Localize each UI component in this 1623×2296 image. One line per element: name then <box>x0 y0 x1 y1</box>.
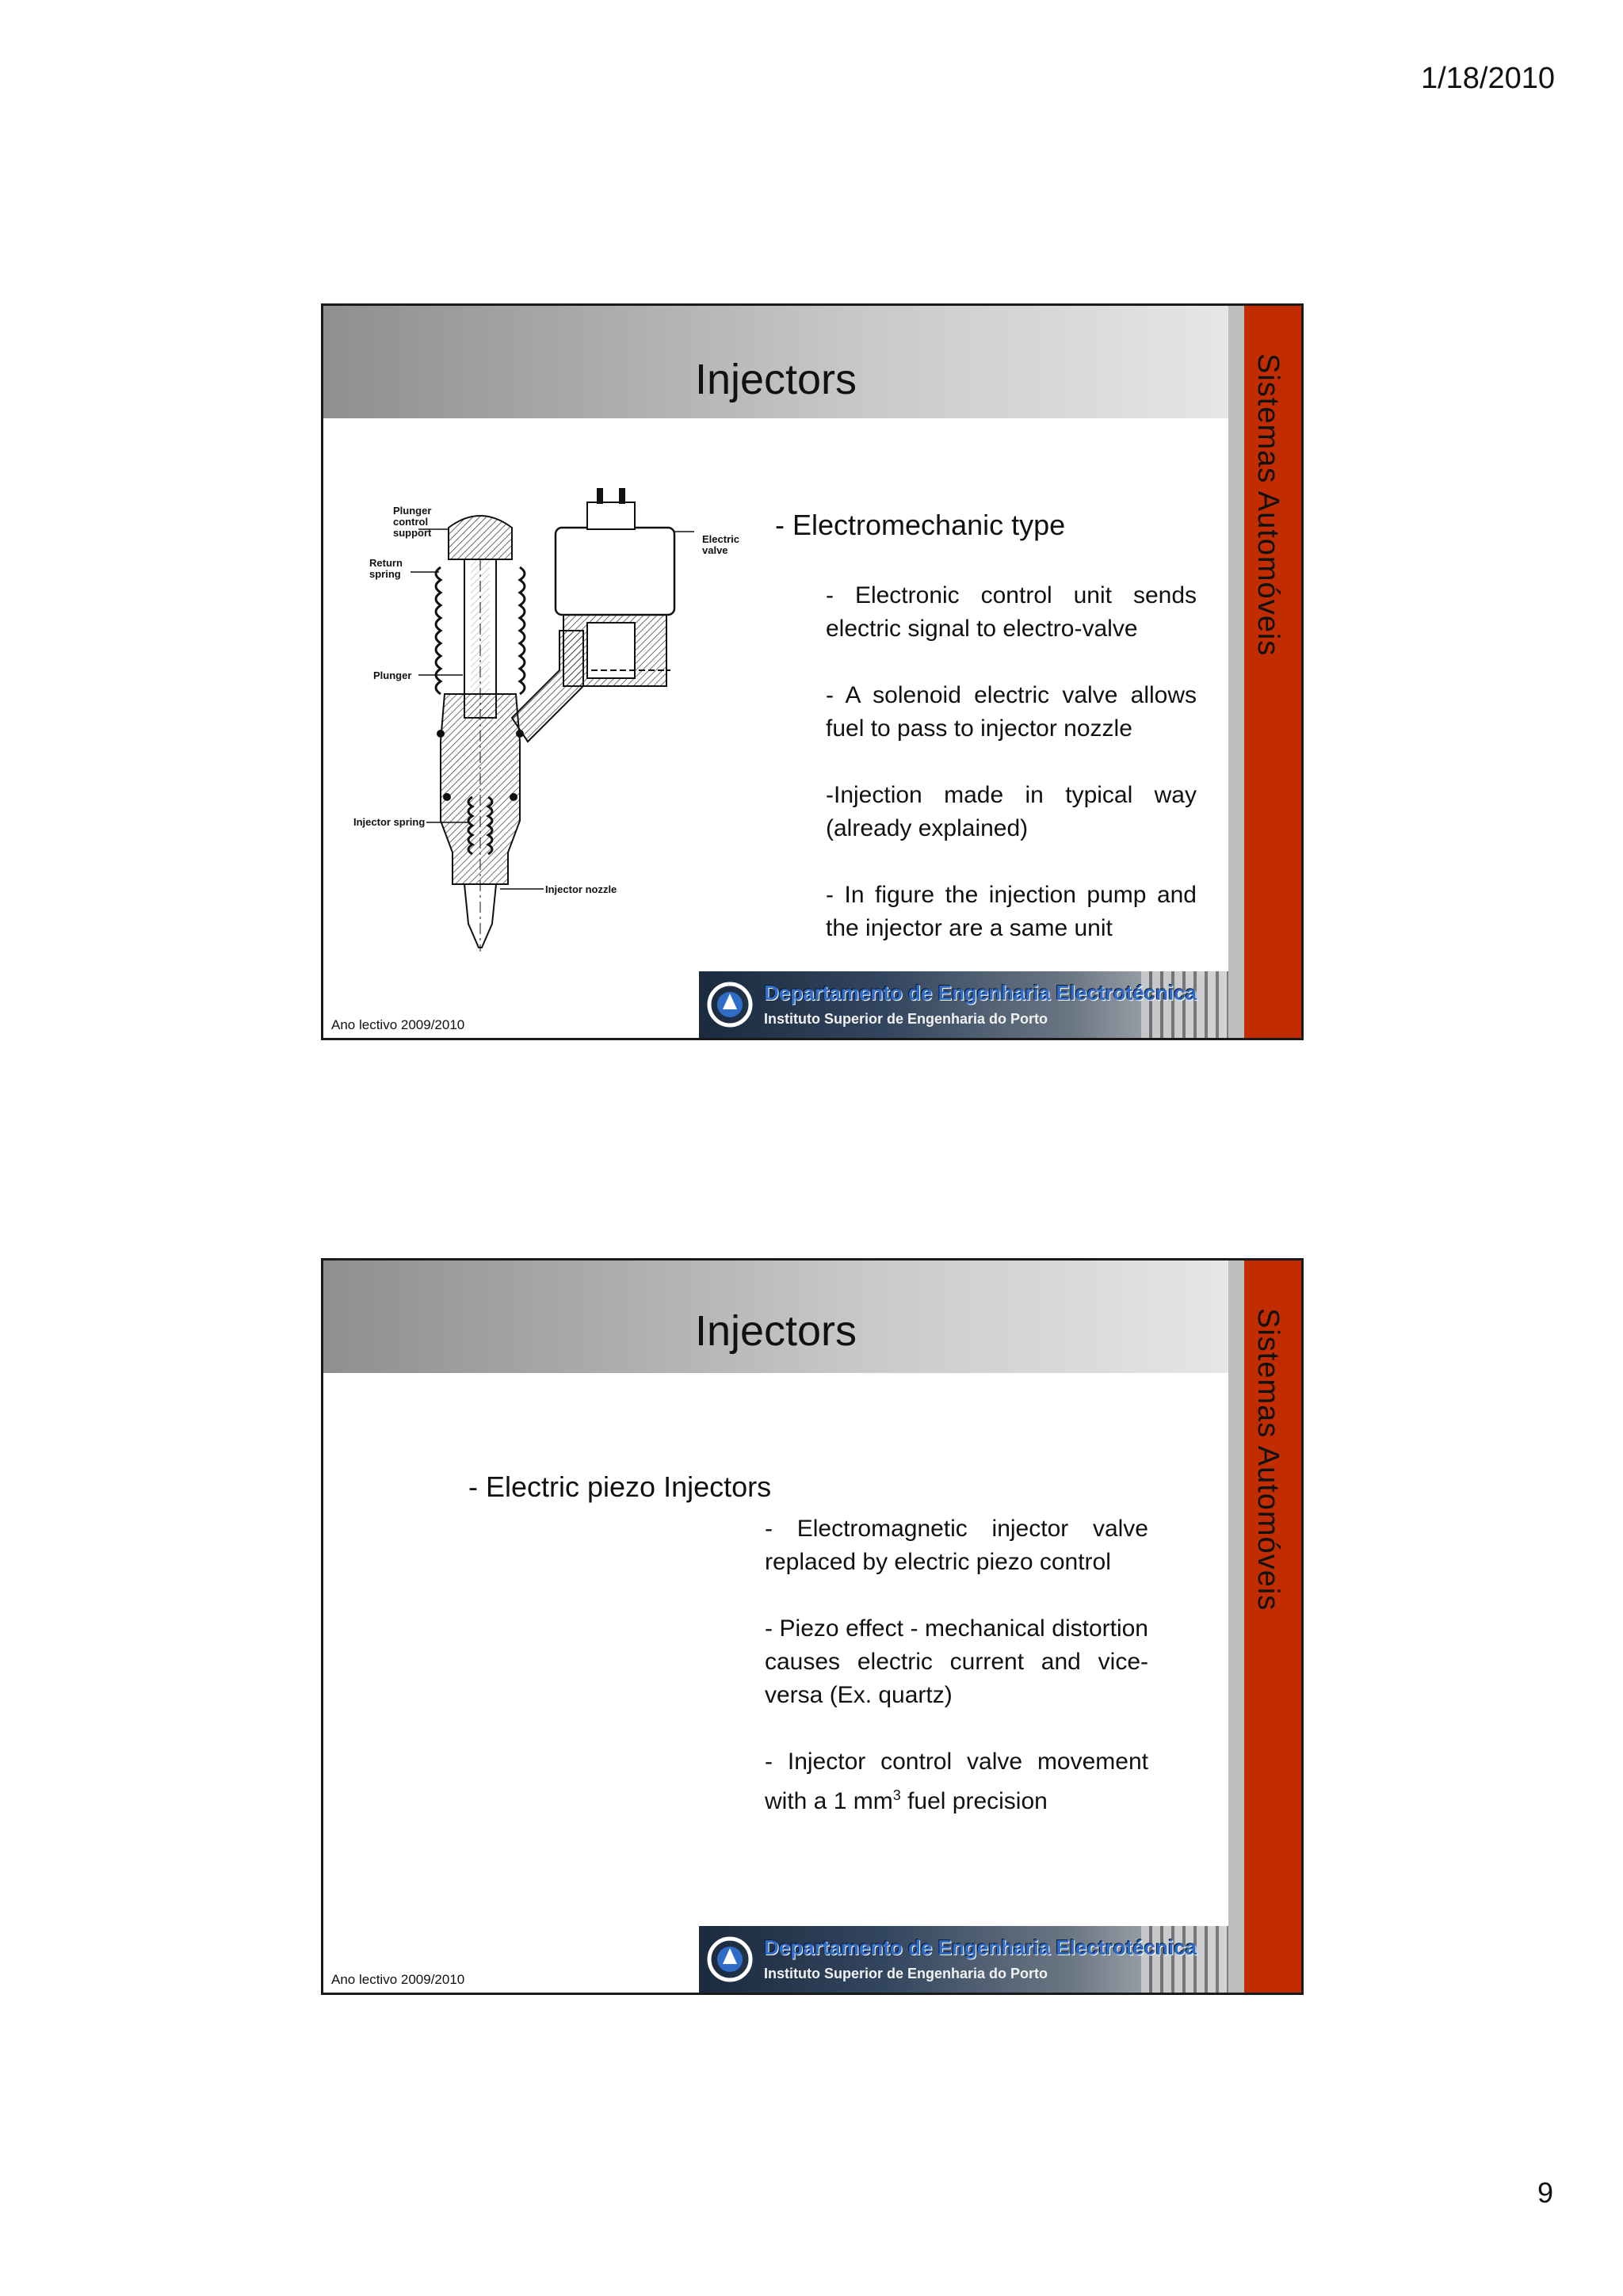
slide1-point: - Electronic control unit sends electric signal to electro-valve <box>826 582 1197 642</box>
label-plunger: Plunger <box>373 669 412 681</box>
slide2-point: - Piezo effect - mechanical distortion causes electric current and vice-versa (Ex. quartz) <box>765 1615 1148 1708</box>
slide-title: Injectors <box>694 356 857 403</box>
footer-year: Ano lectivo 2009/2010 <box>331 1017 465 1032</box>
slide1-heading: - Electromechanic type <box>775 509 1066 541</box>
slide2-last-point-text: - Injector control valve movement with a 1 mm <box>765 1749 1148 1814</box>
logo-emblem-icon <box>707 981 753 1028</box>
logo-department-name: Departamento de Engenharia Electrotécnica <box>764 1936 1197 1959</box>
slide1-point: - In figure the injection pump and the injector are a same unit <box>826 882 1197 941</box>
side-title: Sistemas Automóveis <box>1251 353 1285 657</box>
logo-emblem-icon <box>707 1936 753 1983</box>
slide2-last-point-suffix: fuel precision <box>900 1788 1048 1814</box>
label-injector-nozzle: Injector nozzle <box>545 883 617 895</box>
slide-electromechanic-injectors <box>321 303 1304 1040</box>
slide2-heading: - Electric piezo Injectors <box>468 1470 772 1503</box>
slide1-point: - A solenoid electric valve allows fuel to pass to injector nozzle <box>826 682 1197 742</box>
slide1-point: -Injection made in typical way (already explained) <box>826 782 1197 841</box>
side-bar-grey <box>1228 306 1244 1038</box>
slide-title: Injectors <box>694 1307 857 1355</box>
side-bar-grey <box>1228 1261 1244 1993</box>
slide2-heading-block <box>468 1470 944 1506</box>
slide2-point: - Electromagnetic injector valve replaced by electric piezo control <box>765 1516 1148 1575</box>
label-electric-valve: Electric valve <box>702 533 739 556</box>
logo-institute-name: Instituto Superior de Engenharia do Porto <box>764 1966 1048 1981</box>
slide2-point-last <box>765 1745 1148 1818</box>
slide1-points <box>826 579 1197 945</box>
slide1-heading-block <box>775 509 1219 544</box>
injector-diagram <box>353 480 694 955</box>
logo-institute-name: Instituto Superior de Engenharia do Porto <box>764 1011 1048 1027</box>
side-title: Sistemas Automóveis <box>1251 1308 1285 1611</box>
slide-piezo-injectors <box>321 1258 1304 1995</box>
slide2-superscript: 3 <box>892 1787 901 1803</box>
label-plunger-control-support: Plunger control support <box>393 505 432 539</box>
page-number: 9 <box>1537 2176 1553 2209</box>
department-logo <box>699 971 1228 1038</box>
footer-year: Ano lectivo 2009/2010 <box>331 1972 465 1987</box>
logo-department-name: Departamento de Engenharia Electrotécnica <box>764 981 1197 1005</box>
label-injector-spring: Injector spring <box>353 816 426 828</box>
slide2-points <box>765 1512 1148 1818</box>
label-return-spring: Return spring <box>369 557 403 580</box>
page-date: 1/18/2010 <box>1420 62 1555 95</box>
injector-cross-section-drawing <box>361 480 694 955</box>
department-logo <box>699 1926 1228 1993</box>
